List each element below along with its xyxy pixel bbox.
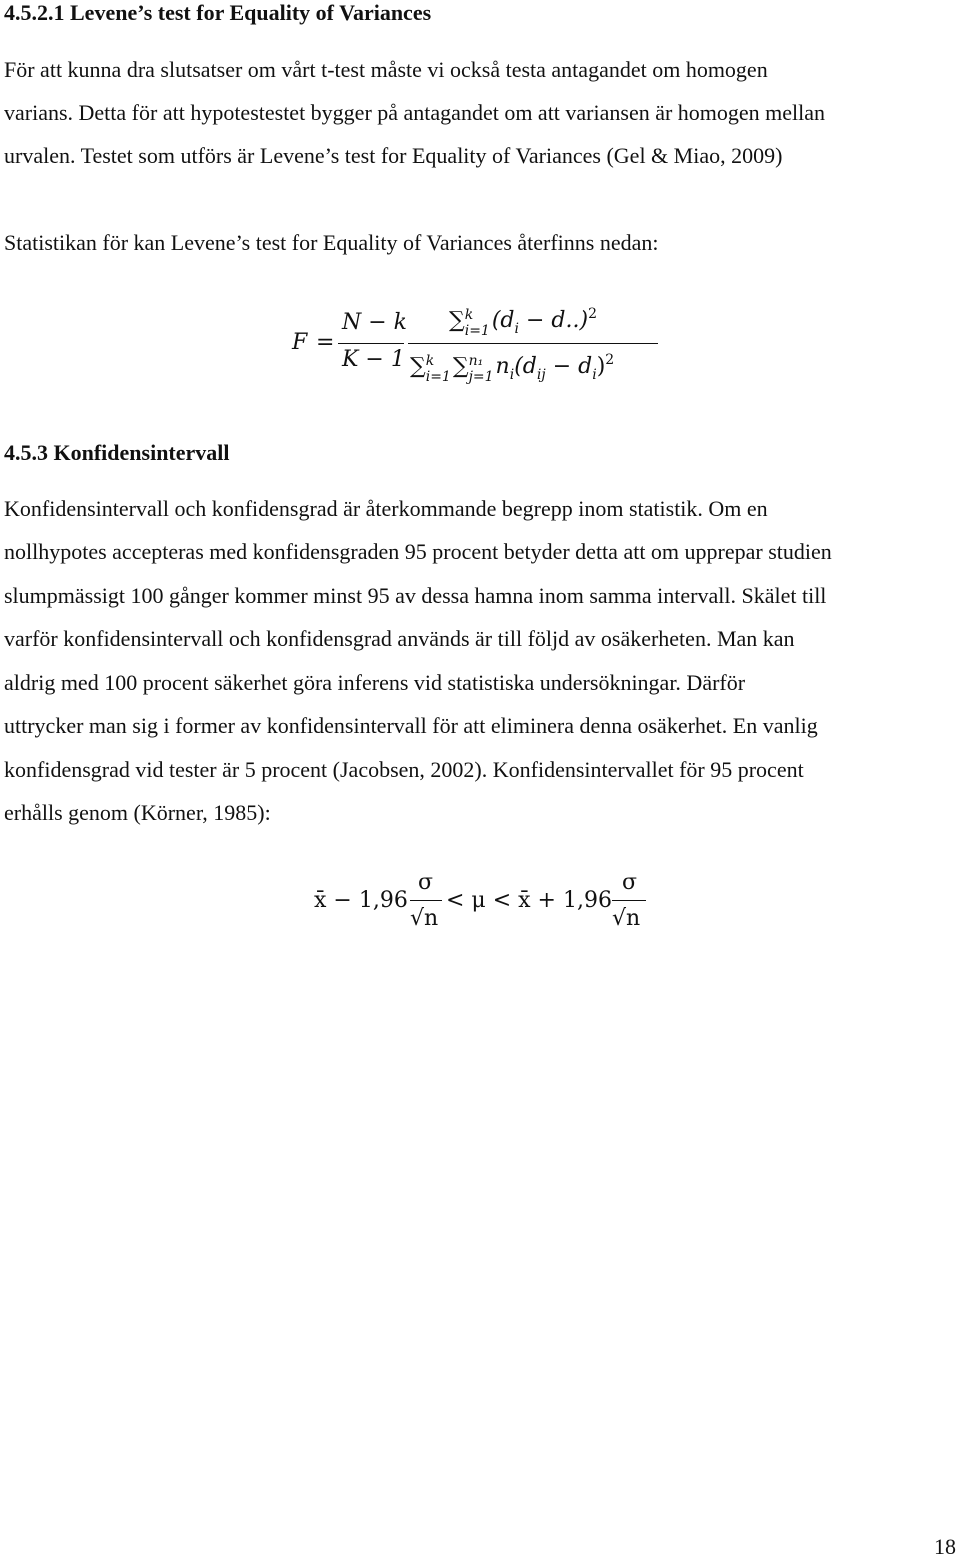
page-number: 18 [934, 1534, 956, 1559]
num-mid: − d..) [519, 308, 589, 333]
paragraph-line: slumpmässigt 100 gånger kommer minst 95 av dessa hamna inom samma intervall. Skälet till [4, 583, 827, 608]
paragraph-line: aldrig med 100 procent säkerhet göra inferens vid statistiska undersökningar. Därför [4, 670, 746, 695]
den-sq: 2 [605, 352, 615, 368]
ratio-denominator: K − 1 [342, 347, 405, 372]
ci-sigma-2: σ [622, 870, 638, 895]
paragraph-line: konfidensgrad vid tester är 5 procent (Jacobsen, 2002). Konfidensintervallet för 95 procent [4, 757, 804, 782]
sum-upper: n₁ [468, 353, 484, 369]
den-sub: ij [536, 367, 546, 383]
num-body: (d [491, 308, 515, 333]
ci-left: x̄ − 1,96 [314, 888, 408, 913]
sum-lower: i=1 [464, 323, 490, 339]
section-heading-levene: 4.5.2.1 Levene’s test for Equality of Variances [4, 0, 432, 25]
paragraph-line: erhålls genom (Körner, 1985): [4, 800, 271, 825]
ci-middle: < μ < x̄ + 1,96 [446, 888, 612, 913]
ci-fraction-bar-2 [612, 900, 646, 901]
paragraph-line: varför konfidensintervall och konfidensgrad används är till följd av osäkerheten. Man kan [4, 626, 795, 651]
num-sq: 2 [588, 306, 597, 322]
ci-sqrt-n-1: √n [410, 906, 439, 931]
main-fraction-bar [408, 343, 658, 344]
paragraph-line: För att kunna dra slutsatser om vårt t-test måste vi också testa antagandet om homogen [4, 57, 768, 82]
ci-fraction-bar-1 [410, 900, 442, 901]
den-mid: − d [545, 354, 593, 379]
sum-lower: i=1 [425, 369, 451, 385]
formula-equals: = [316, 330, 335, 355]
ci-sigma-1: σ [418, 870, 434, 895]
ratio-numerator: N − k [342, 310, 408, 335]
sum-limits [426, 354, 451, 384]
ratio-fraction-bar [338, 343, 404, 344]
paragraph-line: urvalen. Testet som utförs är Levene’s test for Equality of Variances (Gel & Miao, 2009) [4, 143, 783, 168]
formula-lhs: F [292, 330, 308, 355]
sum-upper: k [425, 353, 435, 369]
den-sub: i [509, 367, 515, 383]
denominator [410, 354, 614, 384]
den-sub: i [592, 367, 597, 383]
intro-line: Statistikan för kan Levene’s test for Equality of Variances återfinns nedan: [4, 230, 659, 255]
section-heading-konfidensintervall: 4.5.3 Konfidensintervall [4, 440, 230, 465]
paragraph-line: uttrycker man sig i former av konfidensintervall för att eliminera denna osäkerhet. En vanlig [4, 713, 818, 738]
ci-sqrt-n-2: √n [612, 906, 641, 931]
num-sub: i [514, 321, 519, 337]
den-body: (d [514, 354, 537, 379]
paragraph-line: varians. Detta för att hypotestestet bygger på antagandet om att variansen är homogen mellan [4, 100, 826, 125]
paragraph-line: Konfidensintervall och konfidensgrad är återkommande begrepp inom statistik. Om en [4, 496, 768, 521]
sum-symbol: ∑ [449, 308, 465, 333]
sum-upper: k [464, 307, 474, 323]
sum-symbol: ∑ [452, 354, 469, 379]
den-close: ) [596, 354, 606, 379]
numerator [449, 308, 597, 338]
den-n: n [495, 354, 510, 379]
sum-limits [469, 354, 494, 384]
paragraph-line: nollhypotes accepteras med konfidensgraden 95 procent betyder detta att om upprepar studien [4, 539, 832, 564]
sum-limits [465, 308, 490, 338]
sum-lower: j=1 [468, 369, 494, 385]
sum-symbol: ∑ [410, 354, 426, 379]
